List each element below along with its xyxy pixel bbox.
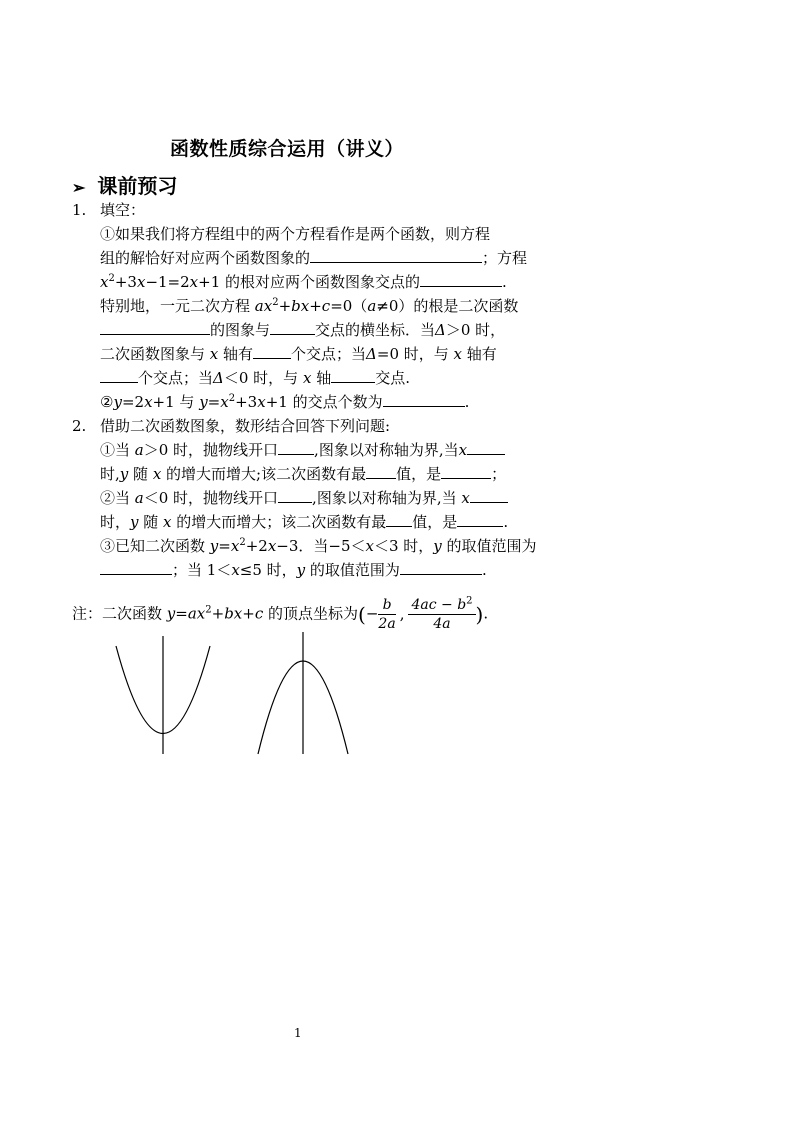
blank-field[interactable] [253,344,291,359]
question-2-number: 2. [72,417,87,435]
q1-line-6: 二次函数图象与 x 轴有 个交点；当Δ=0 时，与 x 轴有 [100,345,497,363]
blank-field[interactable] [278,440,314,455]
arrow-bullet-icon: ➢ [72,178,86,197]
question-2-head: 借助二次函数图象，数形结合回答下列问题: [100,417,391,435]
page-number: 1 [294,1026,302,1040]
downward-parabola-figure [252,632,358,756]
blank-field[interactable] [400,560,482,575]
vertex-note: 注：二次函数 $y=ax^2+bx+c$ 的顶点坐标为(− $\frac{b}{2a}$ , $\frac{4ac - b^2}{4a}$ ). [72,595,489,632]
fraction-vertex-y: $\frac{4ac - b^2}{4a}$ [408,596,475,633]
q1-line-1: ①如果我们将方程组中的两个方程看作是两个函数，则方程 [100,225,491,243]
q2-line-4: 时，y 随 x 的增大而增大；该二次函数有最 值，是 . [100,513,509,531]
q2-line-5: ③已知二次函数 $y=x^2+2x-3$．当−5＜x＜3 时，y 的取值范围为 [100,537,537,555]
q1-line-2: 组的解恰好对应两个函数图象的 ；方程 [100,249,528,267]
q2-line-1: ①当 a＞0 时，抛物线开口 ,图象以对称轴为界,当x [100,438,505,462]
q2-line-3: ②当 a＜0 时，抛物线开口 ,图象以对称轴为界,当 x [100,486,508,510]
blank-field[interactable] [366,464,396,479]
upward-parabola-figure [110,636,220,756]
q1-line-5: 的图象与 交点的横坐标．当Δ＞0 时， [100,318,505,342]
blank-field[interactable] [100,368,138,383]
q1-line-8: ②y=2x+1 与 $y=x^2+3x+1$ 的交点个数为 . [100,393,470,411]
section-heading [72,170,177,199]
blank-field[interactable] [100,320,210,335]
blank-field[interactable] [100,560,172,575]
blank-field[interactable] [470,488,508,503]
blank-field[interactable] [441,464,491,479]
question-1-number: 1. [72,201,87,219]
blank-field[interactable] [270,320,315,335]
blank-field[interactable] [457,512,503,527]
q1-line-3: $x^2+3x-1=2x+1$ 的根对应两个函数图象交点的 . [100,273,507,291]
q2-line-2: 时,y 随 x 的增大而增大;该二次函数有最 值，是 ； [100,465,507,483]
fraction-b-over-2a: $\frac{b}{2a}$ [378,597,396,632]
blank-field[interactable] [386,512,412,527]
section-label: 课前预习 [97,174,178,198]
blank-field[interactable] [383,392,465,407]
q1-line-4: 特别地，一元二次方程 $ax^2+bx+c=0(a\ne 0)$的根是二次函数 [100,297,519,315]
blank-field[interactable] [420,272,502,287]
page-title: 函数性质综合运用（讲义） [170,138,405,160]
blank-field[interactable] [278,488,312,503]
blank-field[interactable] [467,440,505,455]
q1-line-7: 个交点；当Δ＜0 时，与 x 轴 交点. [100,366,410,390]
blank-field[interactable] [310,248,482,263]
question-1-head: 填空： [100,201,146,219]
blank-field[interactable] [331,368,375,383]
q2-line-6: ；当 1＜x≤5 时，y 的取值范围为 . [100,558,487,582]
